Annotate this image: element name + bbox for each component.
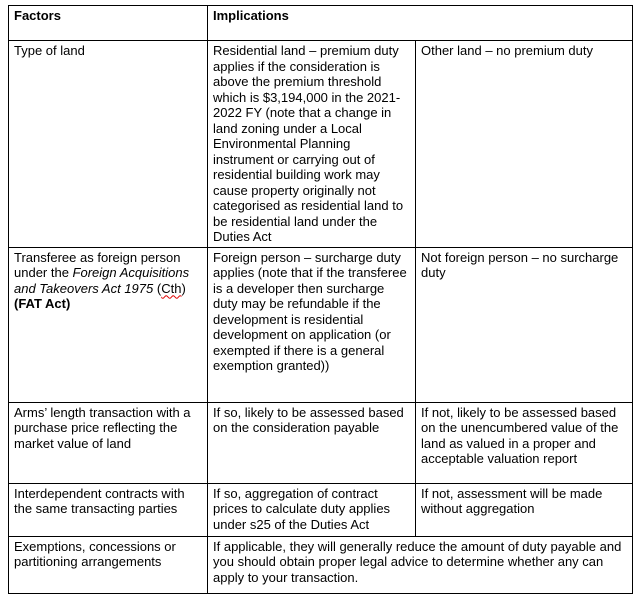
implication-cell-foreign-person: Foreign person – surcharge duty applies (note that if the transferee is a developer then surcharge duty may be refundable if the development is residential development on application (or exempted if there is a general exemption granted)): [208, 247, 416, 402]
implication-cell-no-aggregation: If not, assessment will be made without aggregation: [416, 483, 633, 536]
implication-cell-not-foreign-person: Not foreign person – no surcharge duty: [416, 247, 633, 402]
factor-cell-exemptions: Exemptions, concessions or partitioning arrangements: [9, 536, 208, 593]
header-row: [9, 6, 633, 41]
table-row-type-of-land: [9, 41, 633, 248]
factor-text-prefix: Transferee as foreign person under the: [14, 249, 181, 280]
act-title-italic: Foreign Acquisitions and Takeovers Act 1975: [14, 265, 190, 296]
header-cell-factors: Factors: [9, 6, 208, 41]
factor-cell-interdependent-contracts: Interdependent contracts with the same transacting parties: [9, 483, 208, 536]
header-cell-implications: Implications: [208, 6, 633, 41]
duty-factors-table: [8, 5, 633, 594]
table-row-interdependent-contracts: [9, 483, 633, 536]
implication-cell-unencumbered-value: If not, likely to be assessed based on the unencumbered value of the land as valued in a proper and acceptable valuation report: [416, 402, 633, 483]
table-row-arms-length: [9, 402, 633, 483]
factor-cell-foreign-person: [9, 247, 208, 402]
paren-close: ): [181, 280, 186, 296]
table-row-foreign-person: [9, 247, 633, 402]
jurisdiction-cth-misspelling: Cth: [161, 280, 182, 296]
fat-act-abbreviation: (FAT Act): [14, 296, 71, 311]
implication-cell-exemptions: If applicable, they will generally reduce the amount of duty payable and you should obtain proper legal advice to determine whether any can apply to your transaction.: [208, 536, 633, 593]
factor-cell-arms-length: Arms’ length transaction with a purchase price reflecting the market value of land: [9, 402, 208, 483]
paren-open: (: [153, 280, 162, 296]
implication-cell-consideration-payable: If so, likely to be assessed based on the consideration payable: [208, 402, 416, 483]
implication-cell-aggregation-applies: If so, aggregation of contract prices to calculate duty applies under s25 of the Duties Act: [208, 483, 416, 536]
implication-cell-other-land: Other land – no premium duty: [416, 41, 633, 248]
factor-cell-type-of-land: Type of land: [9, 41, 208, 248]
table-row-exemptions: [9, 536, 633, 593]
implication-cell-residential-land: Residential land – premium duty applies if the consideration is above the premium threshold which is $3,194,000 in the 2021-2022 FY (note that a change in land zoning under a Local Environmental Planning instrument or carrying out of residential building work may cause property originally not categorised as residential land to be residential land under the Duties Act: [208, 41, 416, 248]
